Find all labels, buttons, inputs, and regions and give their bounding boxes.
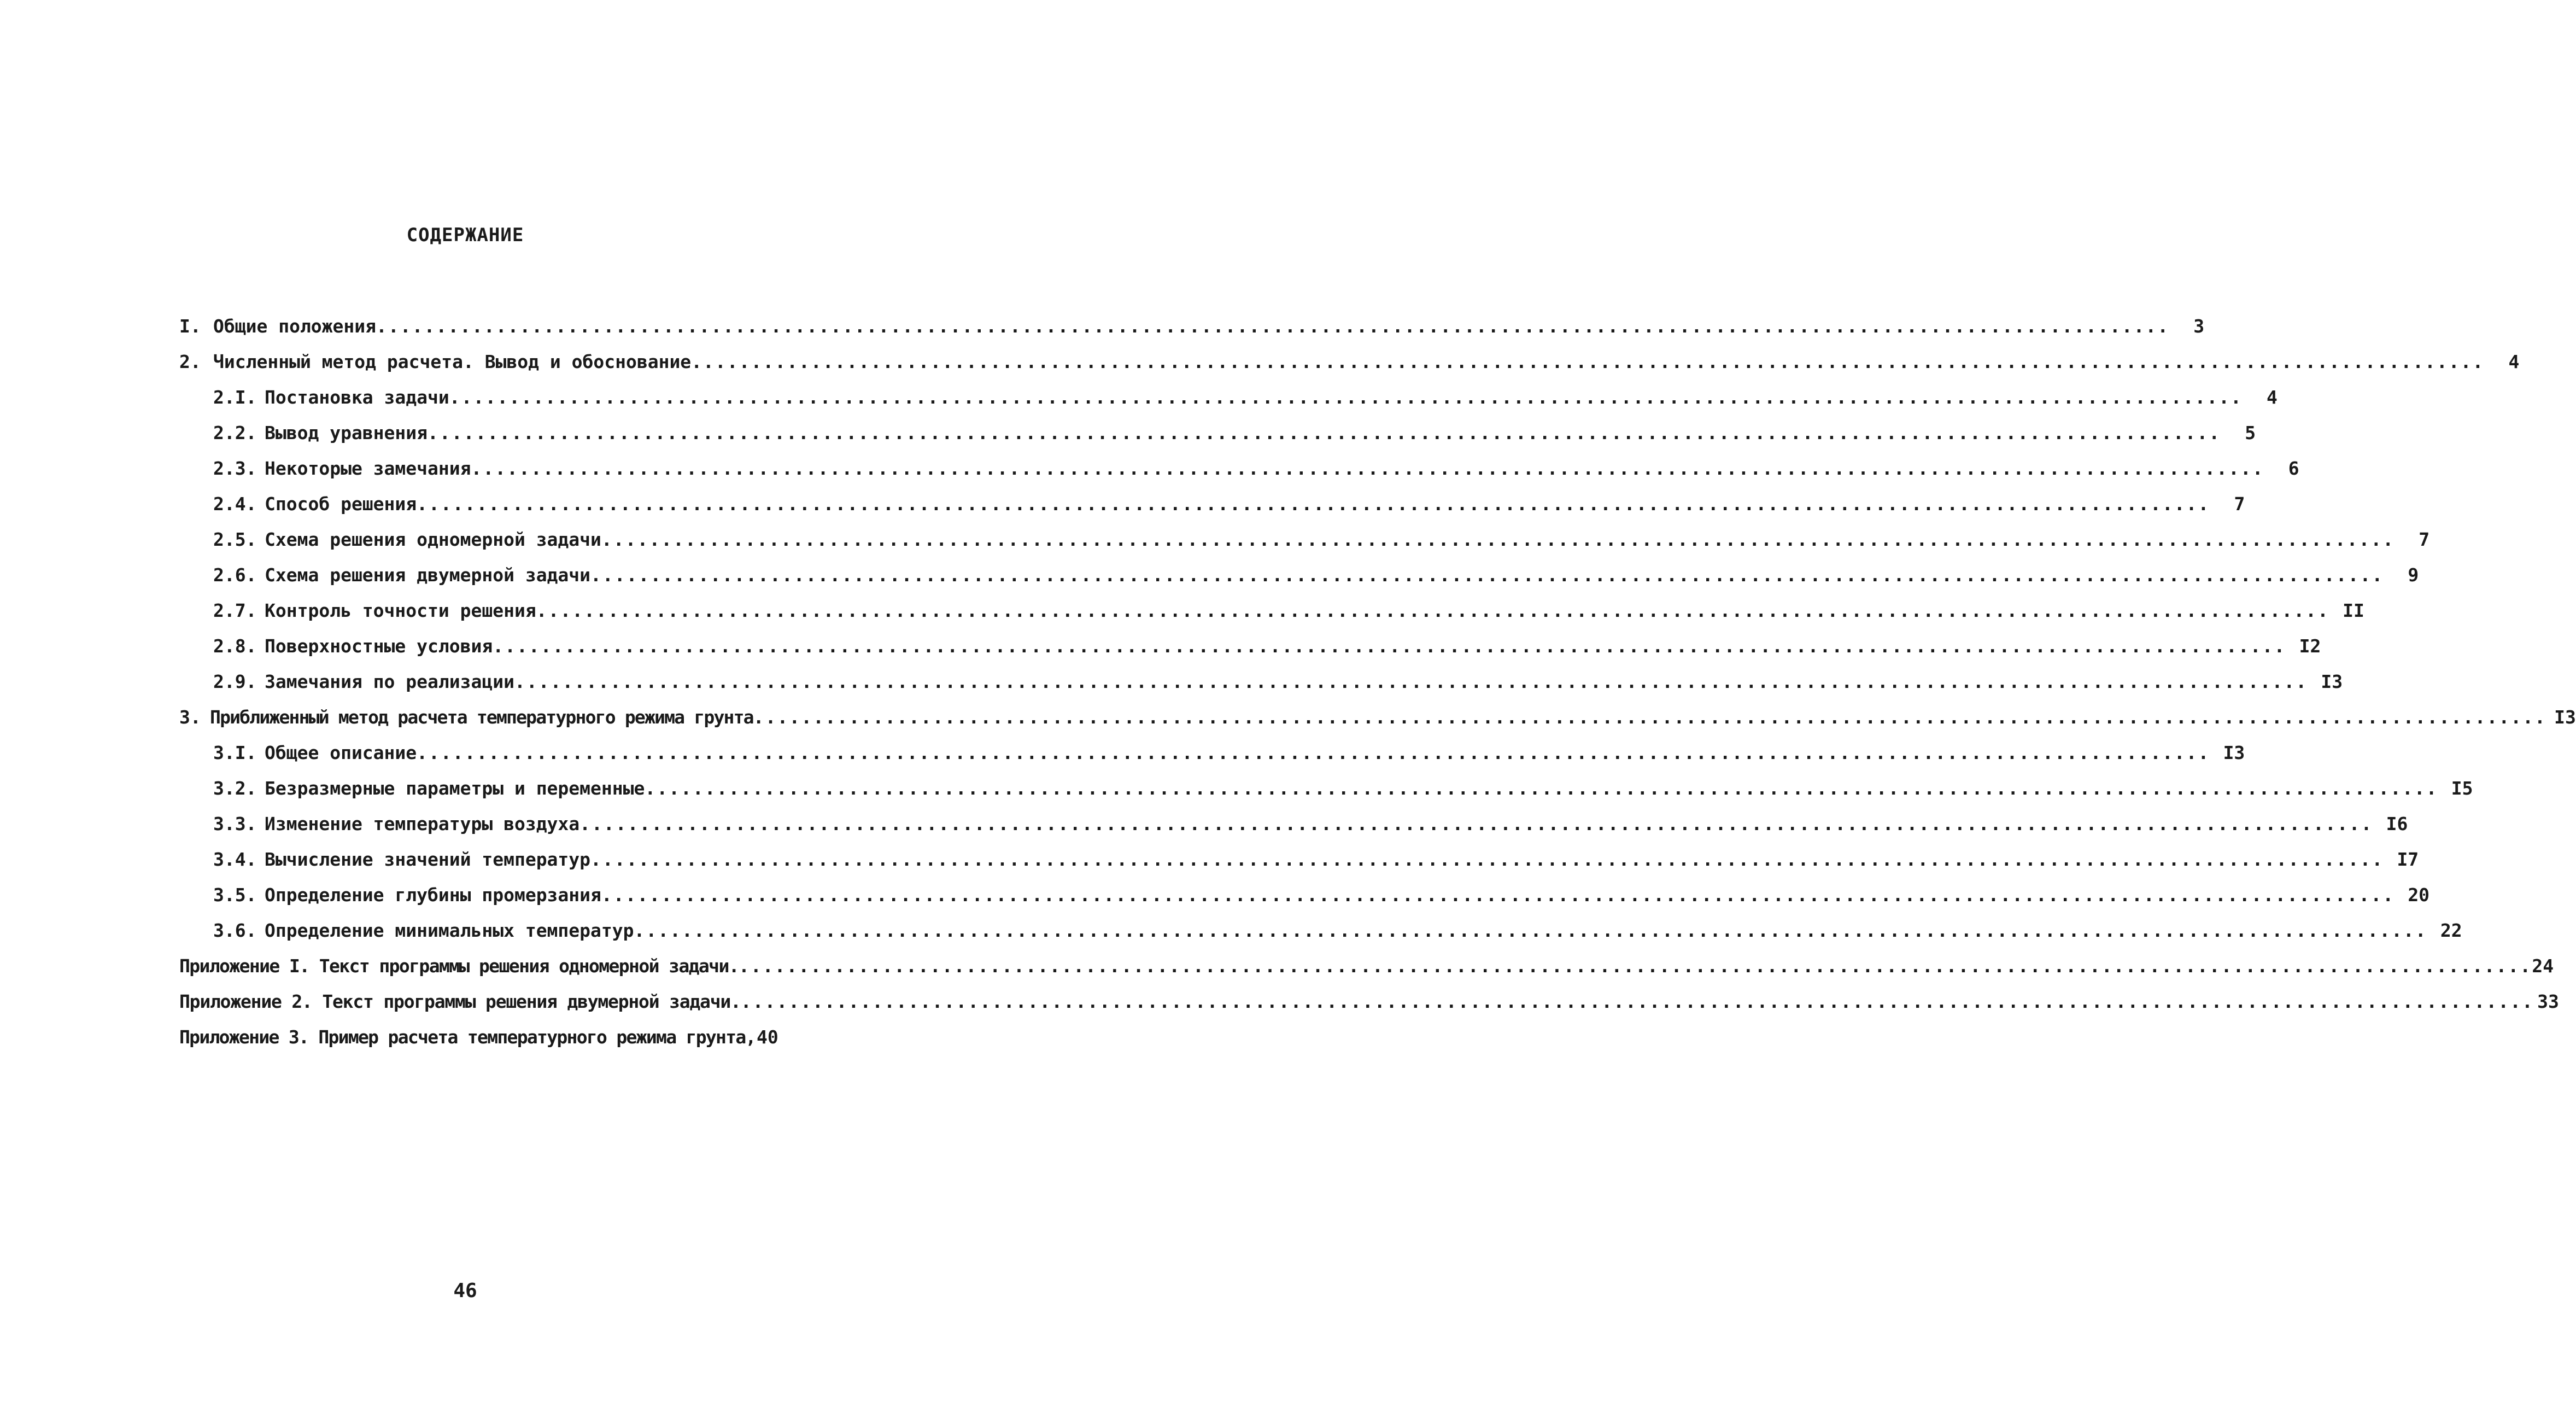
toc-entry-label: Приложение 3. Пример расчета температурного режима грунта, xyxy=(179,1026,756,1048)
toc-entry-label: Схема решения двумерной задачи xyxy=(265,564,591,586)
toc-entry-label: Замечания по реализации xyxy=(265,671,514,692)
toc-entry-number: I. xyxy=(179,316,201,337)
toc-entry-leader xyxy=(601,528,2394,552)
page-number: 46 xyxy=(453,1280,477,1302)
toc-entry-2 xyxy=(179,350,2520,374)
toc-entry-page: 33 xyxy=(2537,991,2559,1012)
toc-entry-2-1 xyxy=(213,386,2278,410)
toc-entry-label: Постановка задачи xyxy=(265,387,449,408)
toc-entry-number: 2.6. xyxy=(213,564,257,586)
toc-entry-leader xyxy=(428,421,2221,445)
page-title: СОДЕРЖАНИЕ xyxy=(406,224,524,246)
toc-entry-number: 2.5. xyxy=(213,529,257,550)
toc-entry-leader xyxy=(514,670,2308,694)
toc-entry-leader xyxy=(741,990,2534,1014)
toc-entry-label: Схема решения одномерной задачи xyxy=(265,529,601,550)
toc-entry-number: 2.3. xyxy=(213,458,257,479)
toc-entry-leader xyxy=(471,457,2264,481)
toc-entry-label: Вычисление значений температур xyxy=(265,849,591,870)
toc-entry-label: Приложение 2. Текст программы решения двумерной задачи. xyxy=(179,991,741,1012)
toc-entry-label: Приложение I. Текст программы решения одномерной задачи. xyxy=(179,955,739,977)
toc-entry-page: 9 xyxy=(2408,564,2419,586)
toc-entry-3-3 xyxy=(213,812,2408,836)
toc-entry-leader xyxy=(417,492,2210,516)
toc-entry-label: Безразмерные параметры и переменные xyxy=(265,778,645,799)
toc-entry-number: 2. xyxy=(179,351,201,372)
toc-entry-number: 3.6. xyxy=(213,920,257,941)
toc-entry-page: I5 xyxy=(2451,778,2473,799)
toc-entry-leader xyxy=(376,314,2169,338)
toc-entry-page: I3 xyxy=(2321,671,2343,692)
toc-entry-leader xyxy=(536,599,2329,623)
toc-entry-number: 3.I. xyxy=(213,742,257,763)
toc-entry-page: I7 xyxy=(2397,849,2419,870)
toc-entry-leader xyxy=(601,883,2394,907)
toc-entry-3-5 xyxy=(213,883,2430,907)
toc-entry-2-7 xyxy=(213,599,2364,623)
toc-entry-label: Некоторые замечания xyxy=(265,458,471,479)
toc-entry-leader xyxy=(449,386,2243,410)
toc-entry-page: 4 xyxy=(2508,351,2520,372)
toc-entry-label: Поверхностные условия xyxy=(265,635,493,657)
toc-entry-page: I3 xyxy=(2554,707,2576,728)
toc-entry-3-2 xyxy=(213,777,2473,801)
toc-entry-leader xyxy=(691,350,2484,374)
toc-entry-3 xyxy=(179,705,2576,729)
toc-entry-page: 20 xyxy=(2408,884,2430,906)
toc-entry-page: 3 xyxy=(2193,316,2205,337)
toc-entry-label: Общее описание xyxy=(265,742,417,763)
toc-entry-leader xyxy=(590,563,2384,587)
toc-entry-appendix-3 xyxy=(179,1025,827,1049)
toc-entry-3-1 xyxy=(213,741,2245,765)
toc-entry-label: Контроль точности решения xyxy=(265,600,536,621)
toc-entry-leader xyxy=(753,705,2546,729)
toc-entry-number: 2.I. xyxy=(213,387,257,408)
toc-entry-2-6 xyxy=(213,563,2419,587)
toc-entry-2-5 xyxy=(213,528,2430,552)
toc-entry-page: I6 xyxy=(2386,813,2408,834)
toc-entry-number: 2.9. xyxy=(213,671,257,692)
toc-entry-number: 3.5. xyxy=(213,884,257,906)
toc-entry-appendix-1 xyxy=(179,954,2554,978)
toc-entry-leader xyxy=(645,777,2438,801)
toc-entry-page: 40 xyxy=(756,1026,778,1048)
toc-entry-label: Численный метод расчета. Вывод и обоснование xyxy=(213,351,692,372)
toc-entry-leader xyxy=(634,919,2427,943)
toc-entry-3-4 xyxy=(213,848,2419,872)
toc-entry-page: 6 xyxy=(2288,458,2299,479)
toc-entry-number: 2.7. xyxy=(213,600,257,621)
toc-entry-label: Способ решения xyxy=(265,493,417,515)
toc-entry-1 xyxy=(179,314,2205,338)
toc-entry-page: 5 xyxy=(2245,422,2256,443)
toc-entry-leader xyxy=(493,634,2286,658)
toc-entry-page: 4 xyxy=(2267,387,2278,408)
toc-entry-2-3 xyxy=(213,457,2299,481)
toc-entry-number: 2.8. xyxy=(213,635,257,657)
toc-entry-3-6 xyxy=(213,919,2462,943)
toc-entry-label: Приближенный метод расчета температурного режима грунта xyxy=(210,707,753,728)
toc-entry-page: 24 xyxy=(2532,955,2554,977)
toc-entry-number: 2.4. xyxy=(213,493,257,515)
toc-entry-leader xyxy=(417,741,2210,765)
toc-entry-label: Вывод уравнения xyxy=(265,422,428,443)
toc-entry-2-9 xyxy=(213,670,2343,694)
toc-entry-number: 3.3. xyxy=(213,813,257,834)
toc-entry-number: 3.4. xyxy=(213,849,257,870)
toc-entry-page: I2 xyxy=(2299,635,2321,657)
toc-entry-leader xyxy=(739,954,2532,978)
toc-entry-2-4 xyxy=(213,492,2245,516)
toc-entry-number: 3.2. xyxy=(213,778,257,799)
toc-entry-number: 3. xyxy=(179,707,201,728)
toc-entry-page: I3 xyxy=(2223,742,2245,763)
toc-entry-page: 7 xyxy=(2419,529,2430,550)
toc-entry-appendix-2 xyxy=(179,990,2559,1014)
toc-entry-page: 7 xyxy=(2234,493,2245,515)
toc-entry-leader xyxy=(579,812,2373,836)
toc-entry-leader xyxy=(590,848,2384,872)
toc-entry-number: 2.2. xyxy=(213,422,257,443)
toc-entry-label: Изменение температуры воздуха xyxy=(265,813,580,834)
toc-entry-2-8 xyxy=(213,634,2321,658)
toc-entry-label: Общие положения xyxy=(213,316,377,337)
toc-entry-label: Определение минимальных температур xyxy=(265,920,634,941)
toc-entry-2-2 xyxy=(213,421,2256,445)
toc-entry-page: II xyxy=(2343,600,2364,621)
toc-entry-page: 22 xyxy=(2440,920,2462,941)
toc-entry-label: Определение глубины промерзания xyxy=(265,884,601,906)
